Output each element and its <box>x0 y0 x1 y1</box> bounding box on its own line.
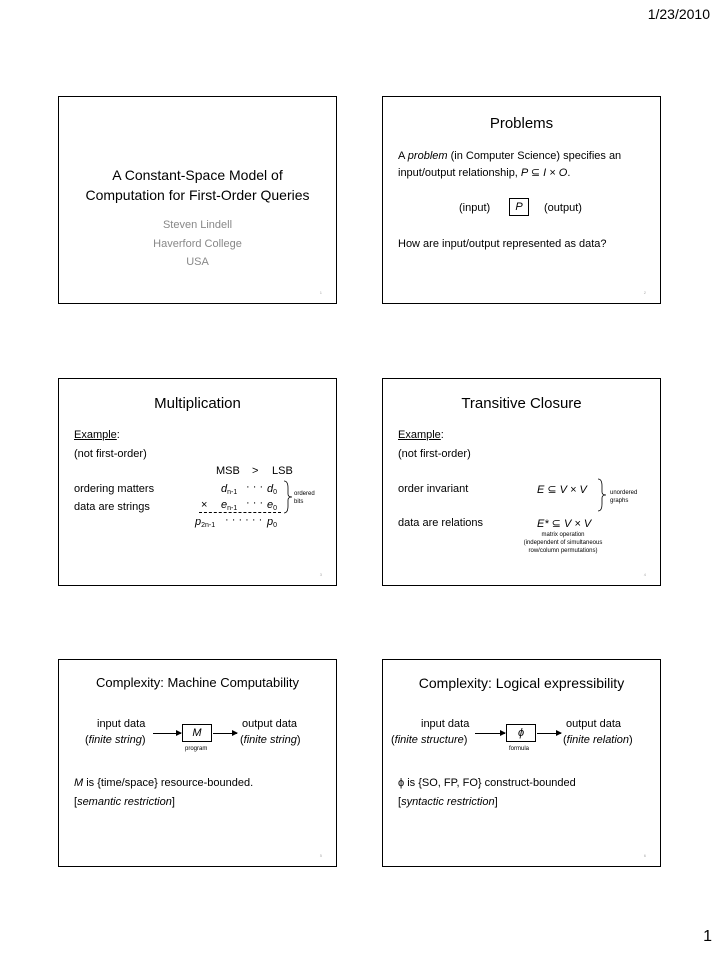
input-arrow <box>475 733 505 734</box>
slide-heading: Complexity: Machine Computability <box>95 675 300 690</box>
brace-label-unordered: unordered <box>610 490 638 496</box>
slide-heading: Transitive Closure <box>461 395 582 412</box>
e-low: $e_0$ <box>267 499 278 512</box>
output-data-type: (finite string) <box>240 734 301 746</box>
slide-logical-expressibility[interactable] <box>382 659 661 867</box>
definition-line-2: input/output relationship, P ⊆ I × O. <box>398 167 571 179</box>
e-high: $e_{n-1}$ <box>221 499 238 512</box>
formula-box: ϕ <box>506 724 536 742</box>
slide-heading: Complexity: Logical expressibility <box>418 675 625 691</box>
not-first-order: (not first-order) <box>398 448 471 460</box>
title-line-2: Computation for First-Order Queries <box>85 187 310 203</box>
slide-problems[interactable] <box>382 96 661 304</box>
machine-box: M <box>182 724 212 742</box>
matrix-note <box>503 531 623 555</box>
slide-number: 1 <box>319 290 322 295</box>
definition-line-1: A problem (in Computer Science) specifies an <box>398 150 622 162</box>
restriction-note: [syntactic restriction] <box>398 796 498 808</box>
slide-number: 3 <box>319 572 322 577</box>
problem-box: P <box>509 198 529 216</box>
slide-title[interactable] <box>58 96 337 304</box>
edge-relation: E ⊆ V × V <box>537 484 587 496</box>
output-arrow <box>537 733 561 734</box>
institution: Haverford College <box>153 238 242 250</box>
slide-number: 4 <box>643 572 646 577</box>
slide-number: 2 <box>643 290 646 295</box>
d-dots: · · · <box>246 481 264 493</box>
note-line-2: (independent of simultaneous <box>523 540 603 546</box>
lsb-label: LSB <box>272 465 293 477</box>
msb-label: MSB <box>216 465 240 477</box>
input-label: (input) <box>459 202 491 214</box>
resource-statement: M is {time/space} resource-bounded. <box>74 777 254 789</box>
p-low: $p_0$ <box>267 516 278 529</box>
output-data-type: (finite relation) <box>563 734 633 746</box>
author: Steven Lindell <box>162 219 233 231</box>
unordered-graphs-brace <box>597 478 607 512</box>
input-data-label: input data <box>421 718 470 730</box>
note-line-1: matrix operation <box>541 532 585 538</box>
ordered-bits-brace <box>283 480 293 514</box>
slide-number: 5 <box>319 853 322 858</box>
slide-heading: Problems <box>489 115 554 132</box>
question: How are input/output represented as data? <box>398 238 607 250</box>
header-date: 1/23/2010 <box>647 6 710 22</box>
output-data-label: output data <box>242 718 298 730</box>
data-are-strings: data are strings <box>74 501 150 513</box>
slide-transitive-closure[interactable] <box>382 378 661 586</box>
note-line-3: row/column permutations) <box>528 548 598 554</box>
title-line-1: A Constant-Space Model of <box>112 167 283 183</box>
slide-number: 6 <box>643 853 646 858</box>
slide-title-heading <box>59 165 336 205</box>
d-low: $d_0$ <box>267 483 278 496</box>
times-sign: × <box>201 499 208 511</box>
closure-relation: E* ⊆ V × V <box>537 518 592 530</box>
input-data-label: input data <box>97 718 146 730</box>
output-arrow <box>213 733 237 734</box>
country: USA <box>186 256 209 268</box>
page-number: 1 <box>703 928 712 945</box>
p-dots: · · · · · · <box>225 514 263 526</box>
brace-label-graphs: graphs <box>610 498 629 504</box>
output-label: (output) <box>544 202 582 214</box>
not-first-order: (not first-order) <box>74 448 147 460</box>
construct-statement: ϕ is {SO, FP, FO} construct-bounded <box>398 777 576 789</box>
data-are-relations: data are relations <box>398 517 483 529</box>
brace-label-bits: bits <box>294 499 304 505</box>
greater-than: > <box>252 465 259 477</box>
slide-multiplication[interactable] <box>58 378 337 586</box>
box-caption: formula <box>509 746 530 752</box>
brace-label-ordered: ordered <box>294 491 315 497</box>
d-high: $d_{n-1}$ <box>221 483 238 496</box>
order-invariant: order invariant <box>398 483 469 495</box>
example-label: Example: <box>398 429 444 441</box>
p-high: $p_{2n-1}$ <box>195 516 216 529</box>
restriction-note: [semantic restriction] <box>74 796 175 808</box>
product-rule <box>199 512 281 513</box>
box-caption: program <box>185 746 208 752</box>
input-data-type: (finite string) <box>85 734 146 746</box>
input-arrow <box>153 733 181 734</box>
e-dots: · · · <box>246 497 264 509</box>
output-data-label: output data <box>566 718 622 730</box>
slide-machine-computability[interactable] <box>58 659 337 867</box>
example-label: Example: <box>74 429 120 441</box>
ordering-matters: ordering matters <box>74 483 155 495</box>
input-data-type: (finite structure) <box>391 734 468 746</box>
slide-heading: Multiplication <box>154 395 241 412</box>
